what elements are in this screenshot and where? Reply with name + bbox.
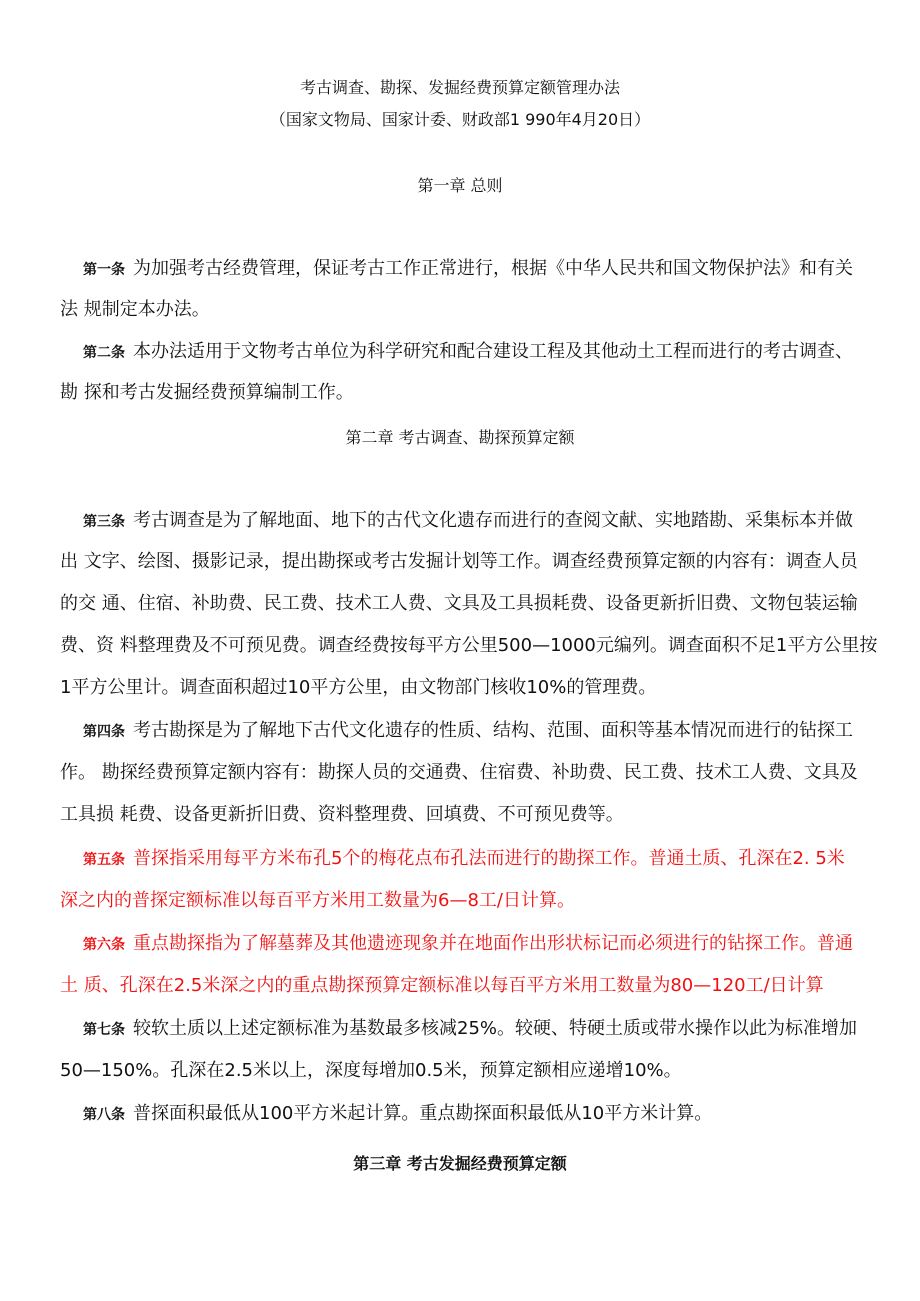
article-text: 出 文字、绘图、摄影记录，提出勘探或考古发掘计划等工作。调查经费预算定额的内容有：调查人员 xyxy=(60,551,858,572)
article-label: 第五条 xyxy=(83,852,125,868)
article-6 xyxy=(60,932,853,957)
article-4 xyxy=(60,719,853,744)
article-label: 第七条 xyxy=(83,1022,125,1038)
article-label: 第六条 xyxy=(83,937,125,953)
article-1 xyxy=(60,257,853,282)
article-8 xyxy=(60,1102,838,1127)
article-text: 费、资 料整理费及不可预见费。调查经费按每平方公里500—1000元编列。调查面积不足1平方公里按 xyxy=(60,635,878,656)
article-text: 50—150%。孔深在2.5米以上，深度每增加0.5米，预算定额相应递增10%。 xyxy=(60,1060,682,1081)
article-text: 重点勘探指为了解墓葬及其他遗迹现象并在地面作出形状标记而必须进行的钻探工作。普通 xyxy=(133,933,853,954)
article-text: 本办法适用于文物考古单位为科学研究和配合建设工程及其他动土工程而进行的考古调查、 xyxy=(133,341,853,362)
article-text: 法 规制定本办法。 xyxy=(60,299,210,320)
article-text: 考古勘探是为了解地下古代文化遗存的性质、结构、范围、面积等基本情况而进行的钻探工 xyxy=(133,720,853,741)
article-text: 普探指采用每平方米布孔5个的梅花点布孔法而进行的勘探工作。普通土质、孔深在2. 5米 xyxy=(133,848,845,869)
article-text: 1平方公里计。调查面积超过10平方公里，由文物部门核收10%的管理费。 xyxy=(60,677,657,698)
article-label: 第一条 xyxy=(83,262,125,278)
article-label: 第四条 xyxy=(83,724,125,740)
article-label: 第三条 xyxy=(83,514,125,530)
article-text: 普探面积最低从100平方米起计算。重点勘探面积最低从10平方米计算。 xyxy=(133,1103,713,1124)
document-title: 考古调查、勘探、发掘经费预算定额管理办法 xyxy=(299,78,620,97)
article-2 xyxy=(60,340,853,365)
article-text: 作。 勘探经费预算定额内容有：勘探人员的交通费、住宿费、补助费、民工费、技术工人费、文具及 xyxy=(60,762,858,783)
article-label: 第八条 xyxy=(83,1107,125,1123)
chapter-heading: 第三章 考古发掘经费预算定额 xyxy=(353,1154,567,1173)
article-label: 第二条 xyxy=(83,345,125,361)
article-text: 考古调查是为了解地面、地下的古代文化遗存而进行的查阅文献、实地踏勘、采集标本并做 xyxy=(133,510,853,531)
article-text: 为加强考古经费管理，保证考古工作正常进行，根据《中华人民共和国文物保护法》和有关 xyxy=(133,258,853,279)
article-text: 工具损 耗费、设备更新折旧费、资料整理费、回填费、不可预见费等。 xyxy=(60,804,624,825)
article-text: 勘 探和考古发掘经费预算编制工作。 xyxy=(60,382,354,403)
chapter-heading: 第二章 考古调查、勘探预算定额 xyxy=(345,428,575,447)
article-7 xyxy=(60,1017,858,1042)
article-5 xyxy=(60,847,845,872)
chapter-heading: 第一章 总则 xyxy=(417,176,503,195)
article-text: 较软土质以上述定额标准为基数最多核减25%。较硬、特硬土质或带水操作以此为标准增加 xyxy=(133,1018,858,1039)
article-text: 深之内的普探定额标准以每百平方米用工数量为6—8工/日计算。 xyxy=(60,890,575,911)
article-text: 的交 通、住宿、补助费、民工费、技术工人费、文具及工具损耗费、设备更新折旧费、文物包装运输 xyxy=(60,593,858,614)
document-subtitle: （国家文物局、国家计委、财政部1 990年4月20日） xyxy=(269,110,651,129)
article-text: 土 质、孔深在2.5米深之内的重点勘探预算定额标准以每百平方米用工数量为80—120工/日计算 xyxy=(60,975,824,996)
article-3 xyxy=(60,509,853,534)
